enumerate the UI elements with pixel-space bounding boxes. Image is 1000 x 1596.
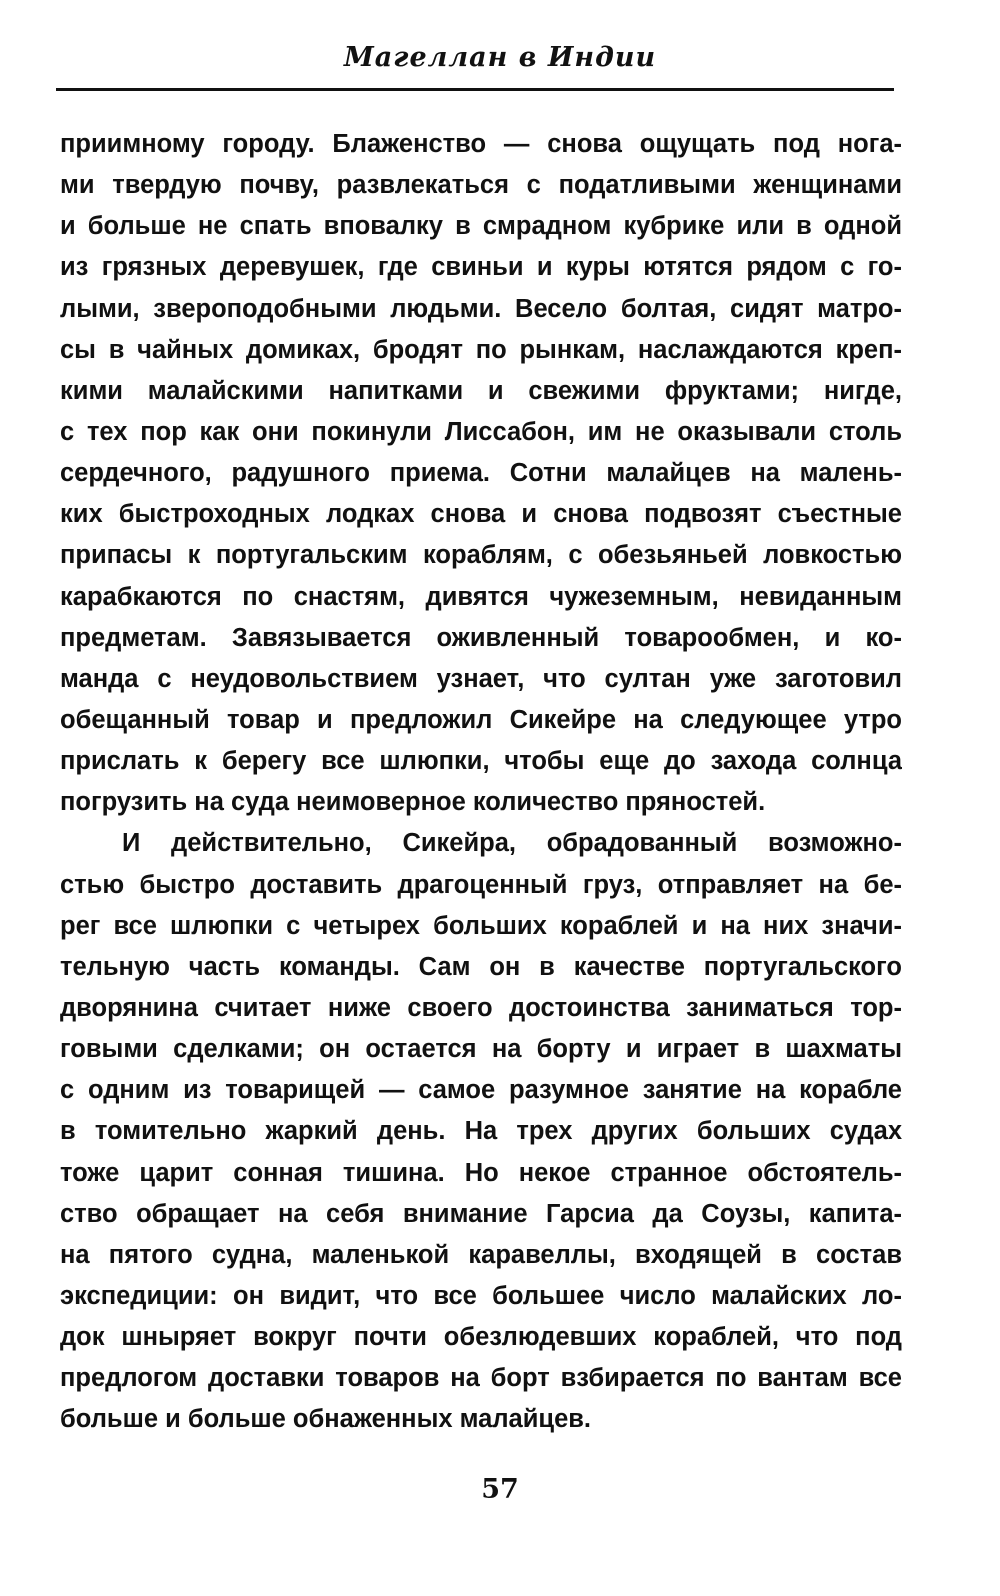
text-line: погрузить на суда неимоверное количество пряностей. [60, 788, 766, 817]
text-line: рег все шлюпки с четырех больших кораблей и на них значи- [60, 911, 902, 940]
text-line: и больше не спать вповалку в смрадном кубрике или в одной [60, 212, 902, 241]
running-header: Магеллан в Индии [343, 42, 657, 73]
text-line: лыми, звероподобными людьми. Весело болтая, сидят матро- [60, 294, 902, 323]
text-line: из грязных деревушек, где свиньи и куры ютятся рядом с го- [60, 253, 902, 282]
page-number: 57 [481, 1474, 519, 1505]
text-line: тельную часть команды. Сам он в качестве португальского [60, 952, 902, 981]
text-line: ство обращает на себя внимание Гарсиа да Соузы, капита- [60, 1199, 902, 1228]
paragraph-1 [60, 124, 902, 823]
text-line: обещанный товар и предложил Сикейре на следующее утро [60, 705, 902, 734]
text-line: с одним из товарищей — самое разумное занятие на корабле [60, 1076, 902, 1105]
text-line: припасы к португальским кораблям, с обезьяньей ловкостью [60, 541, 902, 570]
text-line: дворянина считает ниже своего достоинства заниматься тор- [60, 993, 902, 1022]
text-line: сы в чайных домиках, бродят по рынкам, наслаждаются креп- [60, 335, 902, 364]
text-line: док шныряет вокруг почти обезлюдевших кораблей, что под [60, 1323, 902, 1352]
text-line: ких быстроходных лодках снова и снова подвозят съестные [60, 500, 902, 529]
text-line: тоже царит сонная тишина. Но некое странное обстоятель- [60, 1158, 902, 1187]
text-line: больше и больше обнаженных малайцев. [60, 1405, 592, 1434]
body-text [60, 124, 902, 1441]
text-line: экспедиции: он видит, что все большее число малайских ло- [60, 1281, 902, 1310]
text-line: манда с неудовольствием узнает, что султан уже заготовил [60, 664, 902, 693]
header-rule [56, 88, 894, 91]
text-line: ми твердую почву, развлекаться с податливыми женщинами [60, 171, 902, 200]
text-line: приимному городу. Блаженство — снова ощущать под нога- [60, 130, 902, 158]
paragraph-2 [60, 823, 902, 1440]
text-line: в томительно жаркий день. На трех других больших судах [60, 1117, 902, 1146]
text-line: говыми сделками; он остается на борту и играет в шахматы [60, 1035, 902, 1064]
text-line: стью быстро доставить драгоценный груз, отправляет на бе- [60, 870, 902, 899]
text-line: сердечного, радушного приема. Сотни малайцев на малень- [60, 459, 902, 488]
text-line: предлогом доставки товаров на борт взбирается по вантам все [60, 1364, 902, 1393]
text-line: предметам. Завязывается оживленный товарообмен, и ко- [60, 623, 902, 652]
text-line: кими малайскими напитками и свежими фруктами; нигде, [60, 376, 902, 405]
text-line: прислать к берегу все шлюпки, чтобы еще до захода солнца [60, 747, 902, 776]
text-line: на пятого судна, маленькой каравеллы, входящей в состав [60, 1240, 902, 1269]
text-line: И действительно, Сикейра, обрадованный возможно- [122, 829, 902, 858]
text-line: карабкаются по снастям, дивятся чужеземным, невиданным [60, 582, 902, 611]
text-line: с тех пор как они покинули Лиссабон, им не оказывали столь [60, 417, 902, 446]
